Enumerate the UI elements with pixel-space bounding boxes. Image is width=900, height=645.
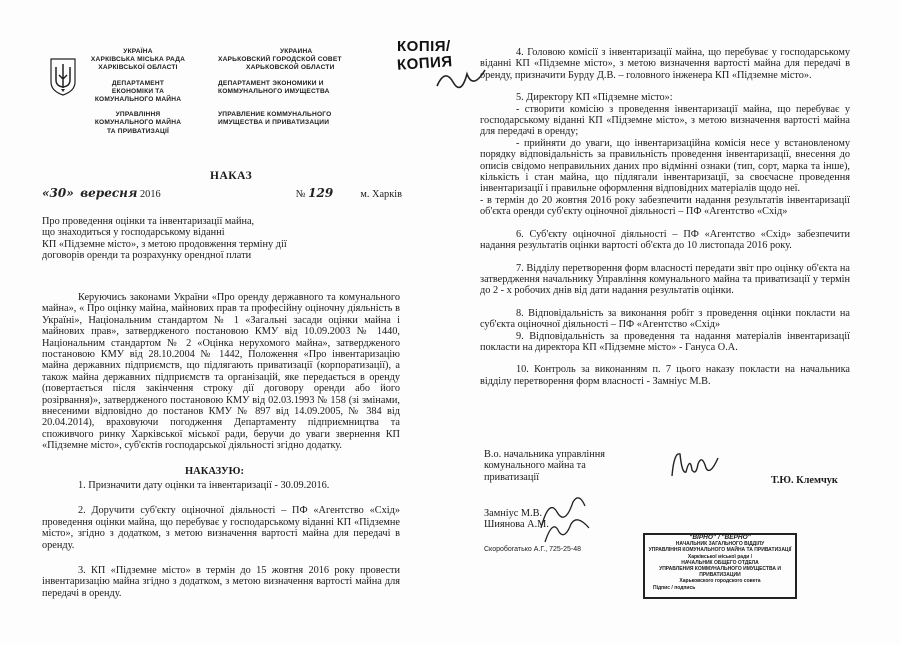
preamble-text: Керуючись законами України «Про оренду державного та комунального майна», « Про оцінку майна, майнових прав та професійну оціночну діяльність в Україні», Національним стандартом № 1 «Загальні засади оцінки майна і майнових прав», затвердженого постановою КМУ від 10.09.2003 № 1440, Національним стандартом № 2 «Оцінка нерухомого майна», затвердженого постановою КМУ від 28.10.2004 № 1442, Положення «Про інвентаризацію майна державних підприємств, що підлягають приватизації (корпоратизації), а також майна державних підприємств та організацій, яке передається в оренду (повертається після закінчення строку дії договору оренди або його розірвання)», затвердженого постановою КМУ від 02.03.1993 № 158 (зі змінами, внесеними відповідно до постанов КМУ № 897 від 14.09.2005, № 384 від 20.04.2014), враховуючи погодження Департаменту підприємництва та споживчого ринку Харківської міської ради, беручи до уваги звернення КП «Підземне місто», суб'єктів господарської діяльності згідно додатку.: [42, 292, 400, 452]
order-date-line: [42, 186, 402, 200]
number-prefix: №: [295, 189, 306, 200]
true-stamp-line: "ВІРНО" / "ВЕРНО": [689, 534, 751, 541]
order-item-6: 6. Суб'єкту оціночної діяльності – ПФ «Агентство «Схід» забезпечити надання результатів оцінки вартості об'єкта до 10 листопада 2016 року.: [480, 228, 850, 252]
date-day: «30»: [42, 186, 74, 200]
true-stamp-line: Підпис / подпись: [653, 584, 696, 591]
header-ua-line: УКРАЇНА: [123, 48, 153, 55]
true-stamp-line: Харківської міської ради /: [687, 553, 753, 560]
order-number: 129: [308, 186, 334, 200]
header-ua: [78, 48, 198, 136]
order-item-5: 5. Директору КП «Підземне місто»:: [516, 92, 673, 104]
true-stamp-line: НАЧАЛЬНИК ЗАГАЛЬНОГО ВІДДІЛУ: [675, 541, 765, 548]
true-stamp-line: УПРАВЛІННЯ КОМУНАЛЬНОГО МАЙНА ТА ПРИВАТИЗАЦІЇ: [648, 547, 792, 554]
true-stamp-line: УПРАВЛЕНИЯ КОММУНАЛЬНОГО ИМУЩЕСТВА И ПРИВАТИЗАЦИИ: [659, 566, 781, 579]
subject-line: договорів оренди та розрахунку орендної плати: [42, 250, 252, 262]
header-ru-line: УКРАИНА: [280, 48, 313, 55]
date-year: 2016: [140, 189, 161, 200]
preamble: [42, 292, 400, 452]
city: м. Харків: [360, 189, 402, 200]
header-ru-line: ХАРЬКОВСКОЙ ОБЛАСТИ: [246, 64, 335, 72]
approval-signatures-icon: [535, 488, 595, 548]
copy-stamp-line1: КОПІЯ/: [397, 38, 451, 55]
orders-heading: НАКАЗУЮ:: [185, 466, 244, 477]
subject-line: що знаходиться у господарському віданні: [42, 227, 225, 239]
order-item-4: 4. Головою комісії з інвентаризації майна, що перебуває у господарському віданні КП «Підземне місто», з метою визначення вартості майна для передачі в оренду, призначити Бурду Д.В. – головного інженера КП «Підземне місто».: [480, 47, 850, 81]
header-ua-line: ХАРКІВСЬКА МІСЬКА РАДА: [90, 56, 186, 64]
order-item-5c: - в термін до 20 жовтня 2016 року забезпечити надання результатів інвентаризації об'єкта оренди суб'єкту оціночної діяльності – ПФ «Агентство «Схід»: [480, 194, 850, 218]
items-right: [480, 47, 850, 387]
header-ru-line: ХАРЬКОВСКИЙ ГОРОДСКОЙ СОВЕТ: [218, 56, 342, 64]
copy-stamp-line2: КОПИЯ: [396, 53, 454, 74]
header-ru: [218, 48, 368, 127]
subject-line: КП «Підземне місто», з метою продовження терміну дії: [42, 238, 287, 250]
items-left: [42, 480, 400, 599]
header-ru-line: УПРАВЛЕНИЕ КОММУНАЛЬНОГО: [218, 111, 332, 119]
signature-position: [484, 449, 654, 483]
order-item-5a: - створити комісію з проведення інвентаризації майна, що перебуває у господарському віданні КП «Підземне місто», з метою визначення вартості майна для передачі в оренду;: [480, 103, 850, 138]
signature-position-line: приватизації: [484, 471, 540, 483]
header-ru-line: КОММУНАЛЬНОГО ИМУЩЕСТВА: [218, 87, 330, 95]
order-title: НАКАЗ: [210, 170, 253, 182]
order-item-1: 1. Призначити дату оцінки та інвентаризації - 30.09.2016.: [78, 480, 330, 491]
order-item-9: 9. Відповідальність за проведення та надання матеріалів інвентаризації покласти на директора КП «Підземне місто» - Гануса О.А.: [480, 330, 850, 353]
header-ru-line: ИМУЩЕСТВА И ПРИВАТИЗАЦИИ: [218, 119, 330, 127]
header-ua-line: КОМУНАЛЬНОГО МАЙНА: [94, 96, 182, 104]
signature-position-line: В.о. начальника управління: [484, 449, 605, 460]
signature-name: Т.Ю. Клемчук: [771, 475, 838, 486]
header-ua-line: ХАРКІВСЬКОЇ ОБЛАСТІ: [98, 64, 178, 72]
order-item-10: 10. Контроль за виконанням п. 7 цього наказу покласти на начальника відділу перетворення форм власності - Замнiус М.В.: [480, 364, 850, 387]
trident-crest-icon: [50, 58, 76, 96]
true-stamp-line: Харьковского городского совета: [679, 578, 761, 585]
header-ua-line: ДЕПАРТАМЕНТ: [111, 79, 165, 87]
header-ru-line: ДЕПАРТАМЕНТ ЭКОНОМИКИ И: [218, 79, 324, 87]
order-item-7: 7. Відділу перетворення форм власності передати звіт про оцінку об'єкта на затвердження начальнику Управління комунального майна та приватизації у термін до 2 - х робочих днів від дати надання результатів оцінки.: [480, 262, 850, 297]
date-month: вересня: [80, 186, 138, 200]
order-item-5b: - прийняти до уваги, що інвентаризаційна комісія несе у встановленому порядку відповідальність за правильність проведення інвентаризації, внесення до описів свідомо неправильних даних про відмінні ознаки (тип, сорт, марка та інше), кількість і стан майна, що підлягали інвентаризації, за своєчасне проведення інвентаризації і правильне оформлення відповідних матеріалів щодо неї.: [480, 137, 850, 195]
header-ua-line: ТА ПРИВАТИЗАЦІЇ: [106, 127, 170, 135]
header-ua-line: УПРАВЛІННЯ: [115, 111, 161, 119]
order-subject: [42, 216, 302, 262]
order-item-8: 8. Відповідальність за виконання робіт з проведення оцінки покласти на суб'єкта оціночної діяльності – ПФ «Агентство «Схід»: [480, 307, 850, 331]
approval-line: Шиянова А.М.: [484, 519, 549, 531]
true-stamp-line: НАЧАЛЬНИК ОБЩЕГО ОТДЕЛА: [681, 559, 759, 566]
order-item-3: 3. КП «Підземне місто» в термін до 15 жовтня 2016 року провести інвентаризацію майна згідно з додатком, з метою визначення вартості майна для передачі в оренду.: [42, 565, 400, 599]
true-copy-stamp: [643, 533, 797, 599]
header-ua-line: КОМУНАЛЬНОГО МАЙНА: [94, 119, 182, 127]
signature-position-line: комунального майна та: [484, 460, 586, 472]
executor: Скоробогатько А.Г., 725-25-48: [484, 546, 582, 553]
header-ua-line: ЕКОНОМІКИ ТА: [111, 87, 165, 95]
approval-line: Замніус М.В.: [484, 508, 543, 519]
order-item-2: 2. Доручити суб'єкту оціночної діяльності – ПФ «Агентство «Схід» проведення оцінки майна, що перебуває у господарському віданні КП «Підземне місто», згідно з додатком, з метою визначення вартості майна для передачі в оренду.: [42, 505, 400, 551]
subject-line: Про проведення оцінки та інвентаризації майна,: [42, 216, 255, 227]
director-signature-icon: [668, 446, 728, 486]
